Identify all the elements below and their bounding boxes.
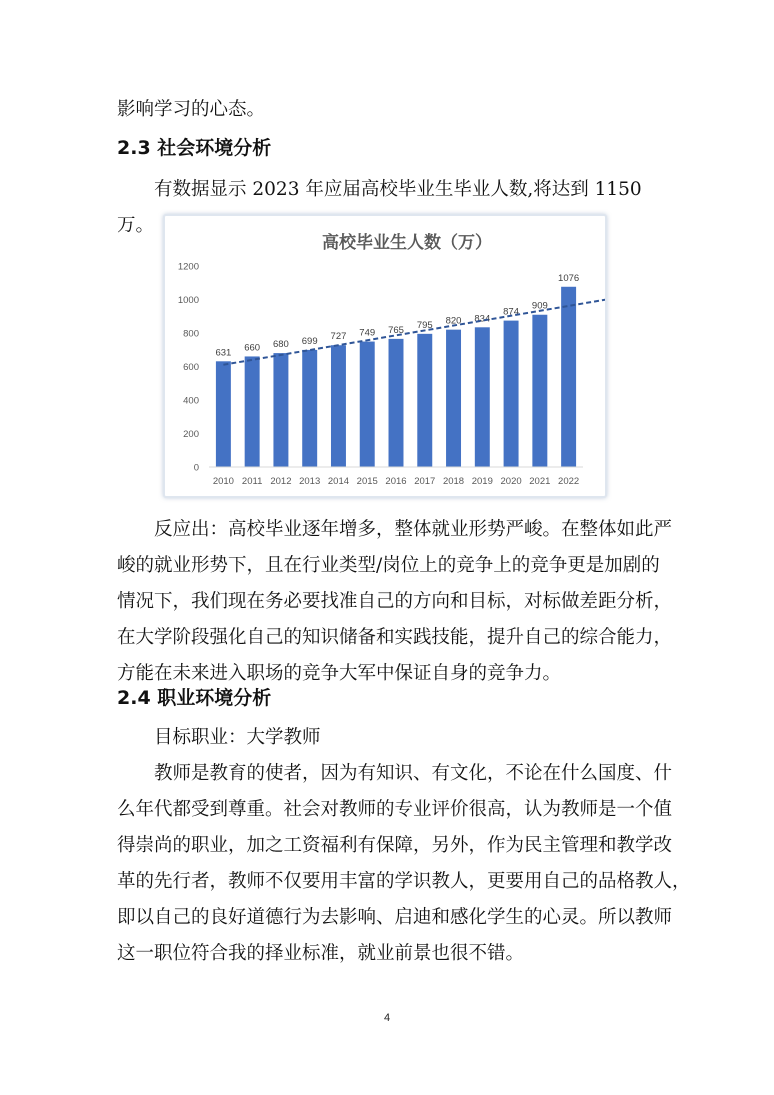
chart-title: 高校毕业生人数（万） [322,233,492,253]
page-number: 4 [383,1012,391,1024]
bar [389,339,404,467]
teacher-line: 这一职位符合我的择业标准，就业前景也很不错。 [117,943,525,964]
bar-value-label: 1076 [558,272,580,284]
bar-value-label: 765 [388,324,404,336]
x-tick-label: 2018 [442,476,465,487]
analysis-line: 峻的就业形势下，且在行业类型/岗位上的竞争上的竞争更是加剧的 [117,555,660,576]
bar [532,315,547,467]
bar-value-label: 834 [474,313,491,325]
x-tick-label: 2013 [299,476,321,487]
analysis-line: 在大学阶段强化自己的知识储备和实践技能，提升自己的综合能力， [117,627,673,648]
bar [475,327,490,467]
x-tick-label: 2016 [385,476,407,487]
bar [302,350,317,467]
x-tick-label: 2019 [471,476,493,487]
y-tick-label: 1200 [177,261,199,273]
teacher-paragraph [117,756,691,972]
bar-value-label: 749 [359,327,376,339]
bar [360,342,375,467]
y-tick-label: 800 [183,328,199,340]
bar [504,321,519,467]
target-career: 目标职业：大学教师 [154,727,321,748]
x-axis-ticks [213,476,579,487]
graduates-bar-chart [165,216,605,496]
bar-value-label: 874 [503,306,520,318]
y-tick-label: 200 [183,429,199,440]
x-tick-label: 2020 [500,476,522,487]
bar-value-label: 820 [445,315,462,327]
bar-value-label: 660 [244,342,261,354]
analysis-line: 情况下，我们现在务必要找准自己的方向和目标，对标做差距分析， [117,591,673,612]
y-axis-ticks [178,262,199,474]
x-tick-label: 2022 [558,476,580,487]
bar-value-label: 699 [301,335,318,347]
x-tick-label: 2012 [270,476,292,487]
teacher-line: 么年代都受到尊重。社会对教师的专业评价很高，认为教师是一个值 [117,799,673,820]
bar [245,356,260,467]
bar-value-label: 680 [272,339,289,351]
y-tick-label: 600 [183,362,199,373]
intro-paragraph: 有数据显示 2023 年应届高校毕业生毕业人数,将达到 1150 万。 [117,179,642,236]
bar [216,361,231,467]
x-tick-label: 2010 [212,476,234,487]
teacher-line: 得崇尚的职业，加之工资福利有保障，另外，作为民主管理和教学改 [117,835,673,856]
y-tick-label: 1000 [177,295,199,306]
teacher-line: 革的先行者，教师不仅要用丰富的学识教人，更要用自己的品格教人， [117,871,691,892]
analysis-paragraph [117,512,677,692]
top-text: 影响学习的心态。 [117,99,266,120]
x-tick-label: 2011 [241,476,263,487]
x-tick-label: 2021 [529,476,551,487]
analysis-line: 方能在未来进入职场的竞争大军中保证自身的竞争力。 [117,663,562,684]
y-tick-label: 400 [183,395,199,407]
bar [417,334,432,467]
bar [273,353,288,467]
bar [561,287,576,467]
bar-value-label: 795 [416,319,433,331]
bar-value-label: 909 [531,300,548,312]
bar-value-label: 631 [215,347,232,359]
teacher-line: 教师是教育的使者，因为有知识、有文化，不论在什么国度、什 [154,763,673,784]
bar [331,345,346,467]
section-heading-2-4: 2.4 职业环境分析 [117,687,272,709]
bar [446,330,461,467]
bars-group [216,287,576,467]
x-tick-label: 2017 [414,476,436,487]
analysis-line: 反应出：高校毕业逐年增多，整体就业形势严峻。在整体如此严 [154,519,673,540]
section-heading-2-3: 2.3 社会环境分析 [117,137,272,159]
bar-value-label: 727 [330,331,347,343]
y-tick-label: 0 [193,462,199,474]
teacher-line: 即以自己的良好道德行为去影响、启迪和感化学生的心灵。所以教师 [117,907,673,928]
x-tick-label: 2015 [356,476,378,487]
chart-frame [163,214,607,498]
x-tick-label: 2014 [327,476,350,487]
